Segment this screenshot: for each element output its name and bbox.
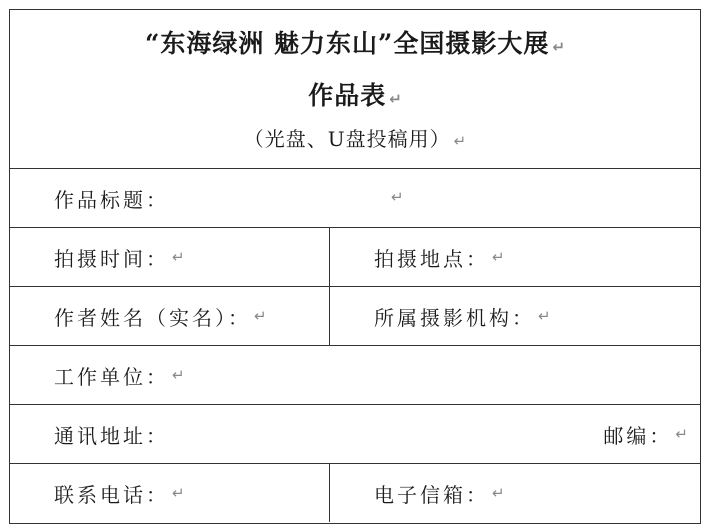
- row-work-unit: [10, 346, 700, 405]
- form-note: （光盘、U盘投稿用）: [243, 127, 451, 151]
- work-title-label: 作品标题：: [54, 187, 169, 212]
- return-mark-icon: ↵: [389, 90, 402, 108]
- zipcode-label: 邮编：: [603, 423, 673, 448]
- submission-form-table: [9, 9, 701, 524]
- return-mark-icon: ↵: [172, 248, 185, 266]
- row-address: [10, 405, 700, 464]
- author-name-label: 作者姓名（实名）：: [54, 305, 251, 330]
- form-subtitle: 作品表: [308, 81, 387, 110]
- field-address[interactable]: [10, 405, 169, 463]
- row-work-title: [10, 169, 700, 228]
- form-header: [10, 10, 700, 169]
- return-mark-icon: ↵: [675, 425, 688, 443]
- phone-label: 联系电话：: [54, 482, 169, 507]
- form-title: “东海绿洲 魅力东山”全国摄影大展: [144, 29, 550, 58]
- field-work-unit[interactable]: [10, 346, 185, 404]
- field-work-title[interactable]: [10, 169, 169, 227]
- row-contact: [10, 464, 700, 522]
- photo-org-label: 所属摄影机构：: [374, 305, 535, 330]
- return-mark-icon: ↵: [254, 307, 267, 325]
- work-unit-label: 工作单位：: [54, 364, 169, 389]
- row-author: [10, 287, 700, 346]
- field-zipcode[interactable]: [603, 405, 688, 463]
- return-mark-icon: ↵: [492, 248, 505, 266]
- shoot-time-label: 拍摄时间：: [54, 246, 169, 271]
- return-mark-icon: ↵: [538, 307, 551, 325]
- field-author-name[interactable]: [10, 287, 267, 345]
- return-mark-icon: ↵: [492, 484, 505, 502]
- return-mark-icon: ↵: [172, 366, 185, 384]
- field-shoot-time[interactable]: [10, 228, 185, 286]
- email-label: 电子信箱：: [374, 482, 489, 507]
- return-mark-icon: ↵: [391, 188, 404, 206]
- field-shoot-place[interactable]: [330, 228, 505, 286]
- return-mark-icon: ↵: [552, 38, 566, 56]
- return-mark-icon: ↵: [172, 484, 185, 502]
- address-label: 通讯地址：: [54, 423, 169, 448]
- field-phone[interactable]: [10, 464, 185, 522]
- field-photo-org[interactable]: [330, 287, 551, 345]
- field-email[interactable]: [330, 464, 505, 522]
- return-mark-icon: ↵: [453, 132, 467, 150]
- shoot-place-label: 拍摄地点：: [374, 246, 489, 271]
- row-shoot-info: [10, 228, 700, 287]
